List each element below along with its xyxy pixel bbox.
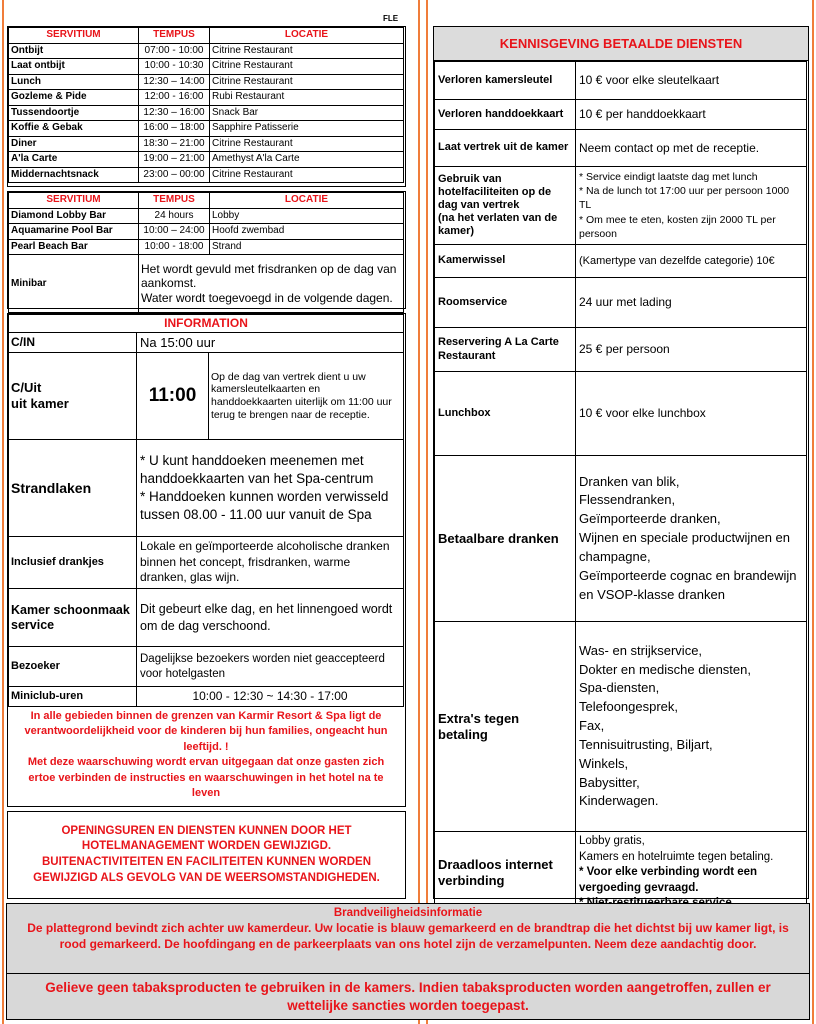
orange-border-mid-1 (418, 0, 420, 1024)
service-row (9, 43, 404, 59)
paid-service-row (435, 328, 807, 372)
paid-service-value: * Service eindigt laatste dag met lunch * Na de lunch tot 17:00 uur per persoon 1000 TL * Om mee te eten, kosten zijn 2000 TL per persoon (579, 171, 790, 240)
service-row (9, 121, 404, 137)
bar-location: Hoofd zwembad (210, 224, 404, 240)
service-row (9, 152, 404, 168)
checkout-time: 11:00 (137, 353, 209, 440)
paid-service-value-cell (576, 100, 807, 130)
service-name: Ontbijt (9, 43, 139, 59)
bar-name: Pearl Beach Bar (9, 239, 139, 255)
service-location: Citrine Restaurant (210, 136, 404, 152)
checkout-text: Op de dag van vertrek dient u uw kamersleutelkaarten en handdoekkaarten uiterlijk om 11:00 uur terug te brengen naar de receptie. (209, 353, 404, 440)
paid-service-label: Laat vertrek uit de kamer (435, 130, 576, 167)
paid-service-row (435, 62, 807, 100)
service-row (9, 59, 404, 75)
tobacco-section (6, 974, 810, 1020)
minibar-label: Minibar (9, 255, 139, 313)
service-name: Tussendoortje (9, 105, 139, 121)
information-section (7, 313, 406, 807)
children-warning: In alle gebieden binnen de grenzen van Karmir Resort & Spa ligt de verantwoordelijkheid voor de kinderen bij hun families, ongeacht hun leeftijd. ! Met deze waarschuwing wordt ervan uitgegaan dat onze gasten zich ertoe verbinden de instructies en waarschuwingen in het hotel na te leven (24, 710, 388, 799)
service-row (9, 167, 404, 183)
visitor-text: Dagelijkse bezoekers worden niet geaccepteerd voor hotelgasten (137, 647, 404, 687)
paid-service-value-cell (576, 278, 807, 328)
bar-time: 10:00 - 18:00 (139, 239, 210, 255)
paid-service-value-cell (576, 622, 807, 832)
opening-hours-notice-box (7, 811, 406, 899)
bar-row (9, 239, 404, 255)
orange-border-mid-2 (426, 0, 428, 1024)
miniclub-label: Miniclub-uren (9, 687, 137, 707)
bars-header-location: LOCATIE (210, 193, 404, 209)
miniclub-value: 10:00 - 12:30 ~ 14:30 - 17:00 (137, 687, 404, 707)
service-location: Rubi Restaurant (210, 90, 404, 106)
opening-hours-notice: OPENINGSUREN EN DIENSTEN KUNNEN DOOR HET HOTELMANAGEMENT WORDEN GEWIJZIGD. BUITENACTIVITEITEN EN FACILITEITEN KUNNEN WORDEN GEWIJZIGD ALS GEVOLG VAN DE WEERSOMSTANDIGHEDEN. (33, 824, 380, 884)
information-table (8, 314, 404, 803)
service-time: 12:30 – 14:00 (139, 74, 210, 90)
paid-service-value-cell (576, 245, 807, 278)
paid-service-value: Was- en strijkservice, Dokter en medische diensten, Spa-diensten, Telefoongesprek, Fax, Tennisuitrusting, Biljart, Winkels, Babysitter, Kinderwagen. (579, 642, 751, 809)
paid-services-table (434, 61, 807, 915)
paid-service-label: Gebruik van hotelfaciliteiten op de dag van vertrek (na het verlaten van de kamer) (435, 167, 576, 245)
drinks-label: Inclusief drankjes (9, 537, 137, 589)
bars-header-service: SERVITIUM (9, 193, 139, 209)
paid-service-label: Draadloos internet verbinding (435, 832, 576, 915)
services-header-time: TEMPUS (139, 28, 210, 44)
fle-label: FLE (383, 14, 399, 23)
service-time: 12:30 – 16:00 (139, 105, 210, 121)
paid-service-value: 10 € per handdoekkaart (579, 107, 706, 122)
fire-safety-section (6, 903, 810, 974)
bar-name: Diamond Lobby Bar (9, 208, 139, 224)
paid-service-value-bold: * Voor elke verbinding wordt een vergoeding gevraagd. (579, 866, 758, 894)
service-name: Middernachtsnack (9, 167, 139, 183)
service-location: Sapphire Patisserie (210, 121, 404, 137)
service-name: Laat ontbijt (9, 59, 139, 75)
bar-row (9, 224, 404, 240)
paid-service-value-cell (576, 372, 807, 456)
service-name: A'la Carte (9, 152, 139, 168)
paid-service-label: Verloren handdoekkaart (435, 100, 576, 130)
service-name: Koffie & Gebak (9, 121, 139, 137)
paid-service-value: 25 € per persoon (579, 342, 670, 357)
service-time: 16:00 – 18:00 (139, 121, 210, 137)
paid-service-row (435, 100, 807, 130)
cleaning-label: Kamer schoonmaak service (9, 589, 137, 647)
paid-service-row (435, 372, 807, 456)
bar-location: Lobby (210, 208, 404, 224)
service-row (9, 136, 404, 152)
cin-label: C/IN (9, 333, 137, 353)
paid-service-value-cell (576, 456, 807, 622)
paid-service-row (435, 130, 807, 167)
paid-service-row (435, 245, 807, 278)
paid-service-label: Betaalbare dranken (435, 456, 576, 622)
paid-service-label: Roomservice (435, 278, 576, 328)
checkout-label: C/Uit uit kamer (9, 353, 137, 440)
paid-service-value-cell (576, 832, 807, 915)
service-name: Diner (9, 136, 139, 152)
service-time: 12:00 - 16:00 (139, 90, 210, 106)
drinks-text: Lokale en geïmporteerde alcoholische dranken binnen het concept, frisdranken, warme dranken, glas wijn. (137, 537, 404, 589)
paid-service-row (435, 832, 807, 915)
paid-service-value-cell (576, 167, 807, 245)
paid-service-value: (Kamertype van dezelfde categorie) 10€ (579, 254, 775, 267)
paid-service-value: Dranken van blik, Flessendranken, Geïmporteerde dranken, Wijnen en speciale productwijnen en champagne, Geïmporteerde cognac en brandewijn en VSOP-klasse dranken (579, 473, 797, 602)
bars-table (8, 192, 404, 313)
paid-service-label: Reservering A La Carte Restaurant (435, 328, 576, 372)
bar-time: 24 hours (139, 208, 210, 224)
paid-service-value: Lobby gratis, Kamers en hotelruimte tegen betaling. (579, 835, 774, 863)
services-section (7, 26, 406, 187)
strandlaken-label: Strandlaken (9, 440, 137, 537)
paid-service-value: Neem contact op met de receptie. (579, 140, 760, 155)
paid-service-value-cell (576, 130, 807, 167)
paid-service-value: 24 uur met lading (579, 295, 672, 310)
paid-service-label: Lunchbox (435, 372, 576, 456)
paid-service-row (435, 456, 807, 622)
paid-service-value: 10 € voor elke sleutelkaart (579, 73, 720, 88)
paid-service-value-cell (576, 328, 807, 372)
service-name: Gozleme & Pide (9, 90, 139, 106)
service-time: 07:00 - 10:00 (139, 43, 210, 59)
services-header-location: LOCATIE (210, 28, 404, 44)
strandlaken-text: * U kunt handdoeken meenemen met handdoekkaarten van het Spa-centrum * Handdoeken kunnen worden verwisseld tussen 08.00 - 11.00 uur vanuit de Spa (137, 440, 404, 537)
paid-service-label: Verloren kamersleutel (435, 62, 576, 100)
paid-service-row (435, 622, 807, 832)
paid-services-title: KENNISGEVING BETAALDE DIENSTEN (434, 27, 808, 61)
orange-border-left (2, 0, 4, 1024)
services-table (8, 27, 404, 183)
paid-service-row (435, 167, 807, 245)
service-location: Snack Bar (210, 105, 404, 121)
service-location: Citrine Restaurant (210, 43, 404, 59)
service-location: Citrine Restaurant (210, 59, 404, 75)
paid-services-section (433, 26, 809, 899)
cin-value: Na 15:00 uur (137, 333, 404, 353)
service-time: 23:00 – 00:00 (139, 167, 210, 183)
minibar-text: Het wordt gevuld met frisdranken op de dag van aankomst. Water wordt toegevoegd in de volgende dagen. (139, 255, 404, 313)
service-row (9, 74, 404, 90)
service-time: 19:00 – 21:00 (139, 152, 210, 168)
paid-service-row (435, 278, 807, 328)
visitor-label: Bezoeker (9, 647, 137, 687)
paid-service-label: Extra's tegen betaling (435, 622, 576, 832)
tobacco-warning: Gelieve geen tabaksproducten te gebruiken in de kamers. Indien tabaksproducten worden aangetroffen, zullen er wettelijke sancties worden toegepast. (45, 979, 771, 1013)
bar-name: Aquamarine Pool Bar (9, 224, 139, 240)
bar-time: 10:00 – 24:00 (139, 224, 210, 240)
bars-header-time: TEMPUS (139, 193, 210, 209)
paid-service-label: Kamerwissel (435, 245, 576, 278)
service-time: 10:00 - 10:30 (139, 59, 210, 75)
bar-location: Strand (210, 239, 404, 255)
paid-service-value: 10 € voor elke lunchbox (579, 406, 706, 421)
service-row (9, 105, 404, 121)
service-location: Citrine Restaurant (210, 74, 404, 90)
information-title: INFORMATION (9, 315, 404, 333)
fire-safety-text: De plattegrond bevindt zich achter uw kamerdeur. Uw locatie is blauw gemarkeerd en de brandtrap die het dichtst bij uw kamer ligt, is rood gemarkeerd. De hoofdingang en de parkeerplaats van ons hotel zijn de verzamelpunten. Neem deze aandachtig door. (27, 921, 789, 952)
service-location: Amethyst A'la Carte (210, 152, 404, 168)
cleaning-text: Dit gebeurt elke dag, en het linnengoed wordt om de dag verschoond. (137, 589, 404, 647)
service-location: Citrine Restaurant (210, 167, 404, 183)
service-name: Lunch (9, 74, 139, 90)
service-row (9, 90, 404, 106)
fire-safety-title: Brandveiligheidsinformatie (333, 907, 483, 919)
services-header-service: SERVITIUM (9, 28, 139, 44)
orange-border-right (812, 0, 814, 1024)
bars-section (7, 191, 406, 309)
bar-row (9, 208, 404, 224)
paid-service-value-cell (576, 62, 807, 100)
service-time: 18:30 – 21:00 (139, 136, 210, 152)
